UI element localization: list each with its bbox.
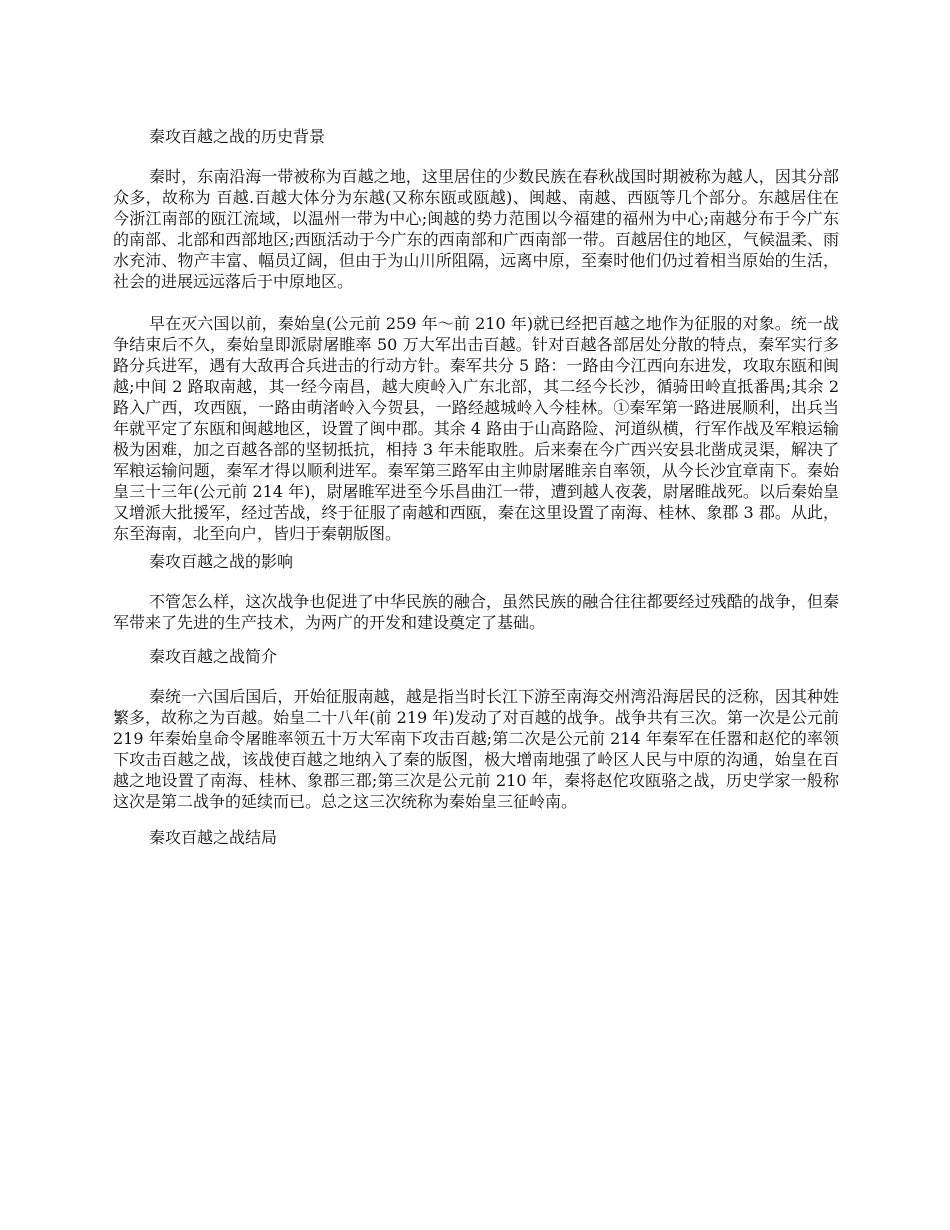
spacer	[113, 812, 839, 827]
section-heading-background: 秦攻百越之战的历史背景	[149, 127, 326, 146]
spacer	[113, 292, 839, 313]
spacer	[113, 147, 839, 166]
spacer	[113, 633, 839, 646]
paragraph-summary: 秦统一六国后国后，开始征服南越，越是指当时长江下游至南海交州湾沿海居民的泛称，因其种姓繁多，故称之为百越。始皇二十八年(前 219 年)发动了对百越的战争。战争共有三次。第一次是公元前 219 年秦始皇命令屠睢率领五十万大军南下攻击百越;第二次是公元前 214 年秦军在任嚣和赵佗的率领下攻击百越之战，该战使百越之地纳入了秦的版图，极大增南地强了岭区人民与中原的沟通，始皇在百越之地设置了南海、桂林、象郡三郡;第三次是公元前 210 年，秦将赵佗攻瓯骆之战，历史学家一般称这次是第二战争的延续而已。总之这三次统称为秦始皇三征岭南。	[113, 687, 839, 811]
spacer	[113, 667, 839, 686]
section-heading-summary: 秦攻百越之战简介	[149, 647, 278, 666]
paragraph-background-1: 秦时，东南沿海一带被称为百越之地，这里居住的少数民族在春秋战国时期被称为越人，因其分部众多，故称为 百越.百越大体分为东越(又称东瓯或瓯越)、闽越、南越、西瓯等几个部分。东越居住在今浙江南部的瓯江流域，以温州一带为中心;闽越的势力范围以今福建的福州为中心;南越分布于今广东的南部、北部和西部地区;西瓯活动于今广东的西南部和广西南部一带。百越居住的地区，气候温柔、雨水充沛、物产丰富、幅员辽阔，但由于为山川所阻隔，远离中原，至秦时他们仍过着相当原始的生活，社会的进展远远落后于中原地区。	[113, 167, 839, 291]
paragraph-background-2: 早在灭六国以前，秦始皇(公元前 259 年～前 210 年)就已经把百越之地作为征服的对象。统一战争结束后不久，秦始皇即派尉屠睢率 50 万大军出击百越。针对百越各部居处分散的特点，秦军实行多路分兵进军，遇有大敌再合兵进击的行动方针。秦军共分 5 路：一路由今江西向东进发，攻取东瓯和闽越;中间 2 路取南越，其一经今南昌，越大庾岭入广东北部，其二经今长沙，循骑田岭直抵番禺;其余 2 路入广西，攻西瓯，一路由萌渚岭入今贺县，一路经越城岭入今桂林。①秦军第一路进展顺利，出兵当年就平定了东瓯和闽越地区，设置了闽中郡。其余 4 路由于山高路险、河道纵横，行军作战及军粮运输极为困难，加之百越各部的坚韧抵抗，相持 3 年未能取胜。后来秦在今广西兴安县北凿成灵渠，解决了军粮运输问题，秦军才得以顺利进军。秦军第三路军由主帅尉屠睢亲自率领，从今长沙宜章南下。秦始皇三十三年(公元前 214 年)，尉屠睢军进至今乐昌曲江一带，遭到越人夜袭，尉屠睢战死。以后秦始皇又增派大批援军，经过苦战，终于征服了南越和西瓯，秦在这里设置了南海、桂林、象郡 3 郡。从此，东至海南，北至向户，皆归于秦朝版图。	[113, 314, 839, 543]
section-heading-outcome: 秦攻百越之战结局	[149, 828, 278, 847]
document-page	[113, 126, 839, 848]
spacer	[113, 572, 839, 591]
section-heading-influence: 秦攻百越之战的影响	[149, 552, 294, 571]
spacer	[113, 544, 839, 551]
paragraph-influence: 不管怎么样，这次战争也促进了中华民族的融合，虽然民族的融合往往都要经过残酷的战争，但秦军带来了先进的生产技术，为两广的开发和建设奠定了基础。	[113, 592, 839, 632]
